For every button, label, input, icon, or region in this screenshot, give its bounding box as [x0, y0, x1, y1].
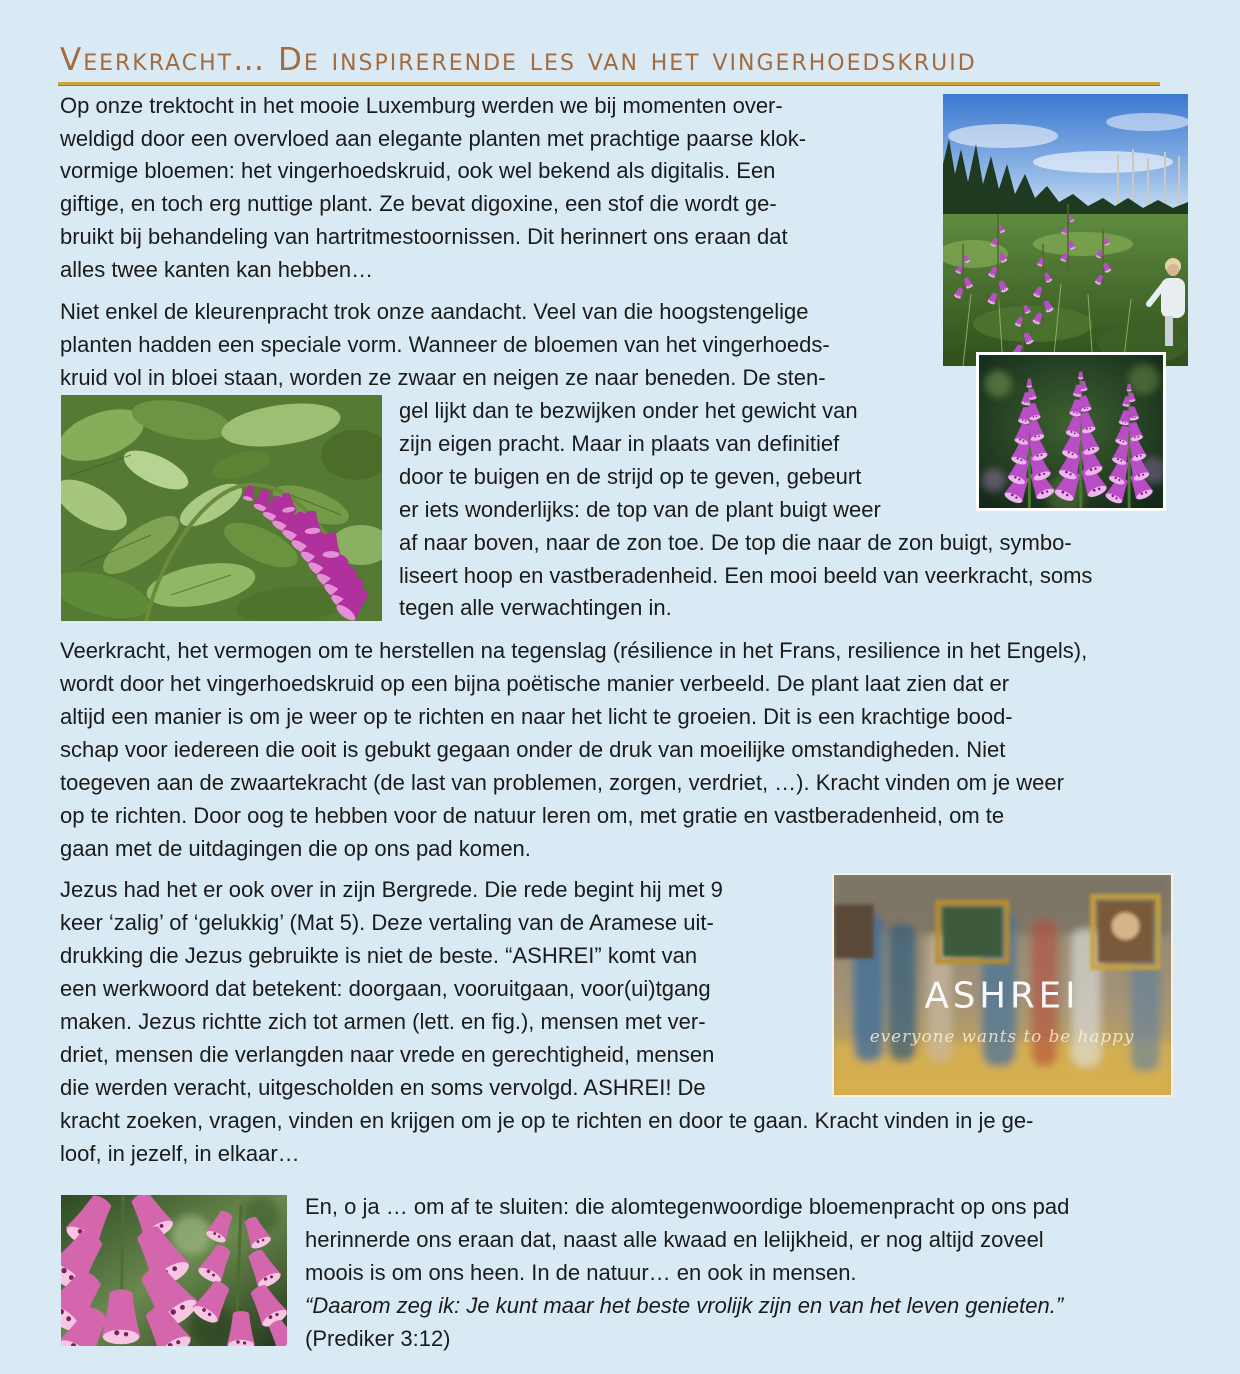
body-line: Niet enkel de kleurenpracht trok onze aandacht. Veel van die hoogstengelige — [60, 299, 809, 324]
body-line: schap voor iedereen die ooit is gebukt gegaan onder de druk van moeilijke omstandigheden. Niet — [60, 737, 1006, 762]
body-line: een werkwoord dat betekent: doorgaan, vooruitgaan, voor(ui)tgang — [60, 976, 711, 1001]
body-line: giftige, en toch erg nuttige plant. Ze bevat digoxine, een stof die wordt ge- — [60, 191, 777, 216]
body-line: gel lijkt dan te bezwijken onder het gewicht van — [399, 398, 858, 423]
body-line: vormige bloemen: het vingerhoedskruid, ook wel bekend als digitalis. Een — [60, 158, 776, 183]
body-line: alles twee kanten kan hebben… — [60, 257, 374, 282]
body-line: af naar boven, naar de zon toe. De top die naar de zon buigt, symbo- — [399, 530, 1072, 555]
body-line: loof, in jezelf, in elkaar… — [60, 1141, 300, 1166]
body-line: altijd een manier is om je weer op te richten en naar het licht te groeien. Dit is een krachtige bood- — [60, 704, 1013, 729]
bible-reference: (Prediker 3:12) — [305, 1326, 451, 1351]
body-line: er iets wonderlijks: de top van de plant buigt weer — [399, 497, 881, 522]
photo-ashrei — [832, 873, 1173, 1097]
body-line: toegeven aan de zwaartekracht (de last van problemen, zorgen, verdriet, …). Kracht vinden om je weer — [60, 770, 1064, 795]
body-line: die werden veracht, uitgescholden en soms vervolgd. ASHREI! De — [60, 1075, 706, 1100]
body-line: op te richten. Door oog te hebben voor de natuur leren om, met gratie en vastberadenheid, om te — [60, 803, 1005, 828]
body-line: planten hadden een speciale vorm. Wanneer de bloemen van het vingerhoeds- — [60, 332, 830, 357]
ashrei-tagline: everyone wants to be happy — [869, 1026, 1135, 1046]
ashrei-word: ASHREI — [924, 975, 1080, 1017]
body-line: gaan met de uitdagingen die op ons pad komen. — [60, 836, 531, 861]
photo-foxglove-closeup — [61, 1195, 287, 1346]
body-line: zijn eigen pracht. Maar in plaats van definitief — [399, 431, 840, 456]
body-line: Op onze trektocht in het mooie Luxemburg werden we bij momenten over- — [60, 93, 783, 118]
body-line: moois is om ons heen. In de natuur… en ook in mensen. — [305, 1260, 857, 1285]
body-line: maken. Jezus richtte zich tot armen (lett. en fig.), mensen met ver- — [60, 1009, 706, 1034]
body-line: tegen alle verwachtingen in. — [399, 595, 672, 620]
page-title: Veerkracht… De inspirerende les van het vingerhoedskruid — [60, 42, 977, 78]
body-line: herinnerde ons eraan dat, naast alle kwaad en lelijkheid, er nog altijd zoveel — [305, 1227, 1044, 1252]
photo-foxglove-spikes — [976, 352, 1166, 511]
photo-bending-foxglove — [61, 395, 382, 621]
body-line: weldigd door een overvloed aan elegante planten met prachtige paarse klok- — [60, 126, 807, 151]
body-line: kracht zoeken, vragen, vinden en krijgen om je op te richten en door te gaan. Kracht vinden in je ge- — [60, 1108, 1034, 1133]
body-line: wordt door het vingerhoedskruid op een bijna poëtische manier verbeeld. De plant laat zien dat er — [60, 671, 1010, 696]
body-line: bruikt bij behandeling van hartritmestoornissen. Dit herinnert ons eraan dat — [60, 224, 788, 249]
body-line: keer ‘zalig’ of ‘gelukkig’ (Mat 5). Deze vertaling van de Aramese uit- — [60, 910, 714, 935]
title-underline — [58, 82, 1160, 85]
body-line: liseert hoop en vastberadenheid. Een mooi beeld van veerkracht, soms — [399, 563, 1093, 588]
photo-foxglove-meadow — [943, 94, 1188, 366]
body-line: Veerkracht, het vermogen om te herstellen na tegenslag (résilience in het Frans, resilience in het Engels), — [60, 638, 1088, 663]
body-line: kruid vol in bloei staan, worden ze zwaar en neigen ze naar beneden. De sten- — [60, 365, 826, 390]
body-line: drukking die Jezus gebruikte is niet de beste. “ASHREI” komt van — [60, 943, 698, 968]
body-line: Jezus had het er ook over in zijn Bergrede. Die rede begint hij met 9 — [60, 877, 723, 902]
bible-quote: “Daarom zeg ik: Je kunt maar het beste vrolijk zijn en van het leven genieten.” — [305, 1293, 1064, 1318]
body-line: door te buigen en de strijd op te geven, gebeurt — [399, 464, 862, 489]
body-line: En, o ja … om af te sluiten: die alomtegenwoordige bloemenpracht op ons pad — [305, 1194, 1070, 1219]
body-line: driet, mensen die verlangden naar vrede en gerechtigheid, mensen — [60, 1042, 715, 1067]
